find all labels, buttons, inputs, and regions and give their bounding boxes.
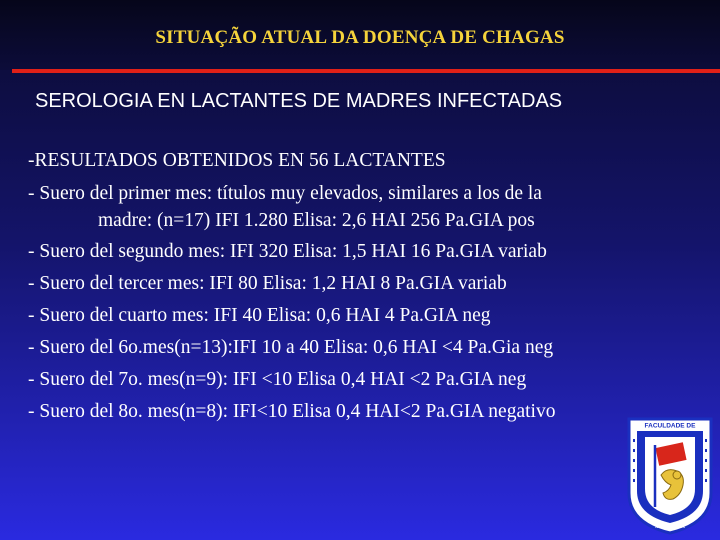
logo-text-top: FACULDADE DE	[644, 422, 696, 430]
slide-subtitle: SEROLOGIA EN LACTANTES DE MADRES INFECTADAS	[35, 90, 563, 112]
result-line-seventh-month: - Suero del 7o. mes(n=9): IFI <10 Elisa 0,4 HAI <2 Pa.GIA neg	[28, 369, 527, 390]
result-line-fourth-month: - Suero del cuarto mes: IFI 40 Elisa: 0,6 HAI 4 Pa.GIA neg	[28, 305, 491, 326]
title-divider	[12, 69, 720, 73]
result-line-second-month: - Suero del segundo mes: IFI 320 Elisa: 1,5 HAI 16 Pa.GIA variab	[28, 241, 547, 262]
result-line-first-month-cont: madre: (n=17) IFI 1.280 Elisa: 2,6 HAI 256 Pa.GIA pos	[98, 210, 535, 231]
logo-text-bottom: MEDICINA	[655, 524, 685, 530]
result-line-third-month: - Suero del tercer mes: IFI 80 Elisa: 1,2 HAI 8 Pa.GIA variab	[28, 273, 507, 294]
results-header-line: -RESULTADOS OBTENIDOS EN 56 LACTANTES	[28, 150, 446, 171]
result-line-eighth-month: - Suero del 8o. mes(n=8): IFI<10 Elisa 0,4 HAI<2 Pa.GIA negativo	[28, 401, 556, 422]
result-line-sixth-month: - Suero del 6o.mes(n=13):IFI 10 a 40 Elisa: 0,6 HAI <4 Pa.Gia neg	[28, 337, 554, 358]
page-title: SITUAÇÃO ATUAL DA DOENÇA DE CHAGAS	[155, 27, 565, 48]
faculty-seal-icon	[625, 415, 715, 535]
faculty-logo	[625, 415, 715, 535]
result-line-first-month: - Suero del primer mes: títulos muy elevados, similares a los de la	[28, 183, 542, 204]
